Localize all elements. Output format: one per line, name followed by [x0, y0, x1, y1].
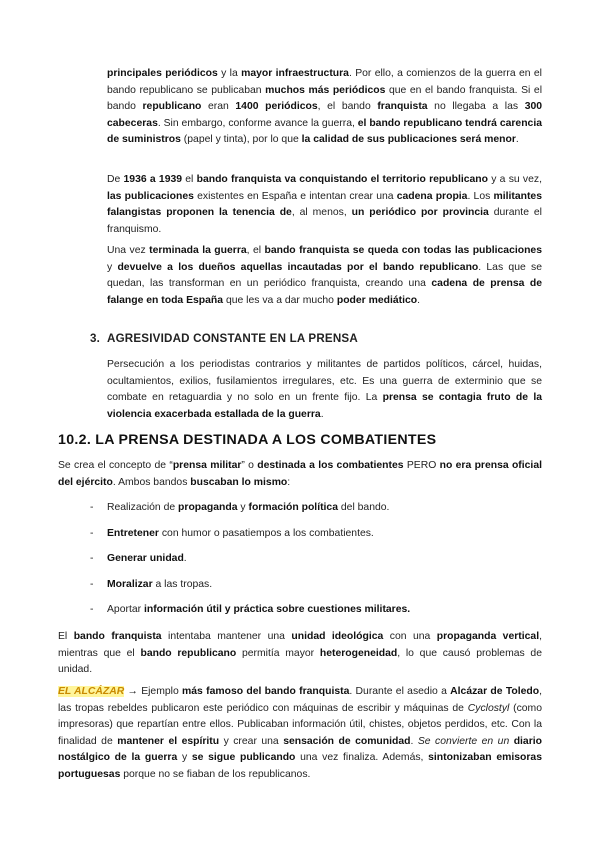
objectives-list	[58, 500, 542, 628]
list-item: - Moralizar a las tropas.	[90, 578, 213, 590]
list-item: - Entretener con humor o pasatiempos a los combatientes.	[90, 527, 374, 539]
paragraph-unity: El bando franquista intentaba mantener una unidad ideológica con una propaganda vertical, mientras que el bando republicano permitía mayor heterogeneidad, lo que causó problemas de unidad.	[58, 631, 542, 676]
paragraph-end-of-war: Una vez terminada la guerra, el bando franquista se queda con todas las publicaciones y devuelve a los dueños aquellas incautadas por el bando republicano. Las que se quedan, las transforman en un periódico franquista, creando una cadena de prensa de falange en toda España que les va a dar mucho poder mediático.	[107, 245, 542, 306]
paragraph-military-press: Se crea el concepto de “prensa militar” o destinada a los combatientes PERO no era prensa oficial del ejército. Ambos bandos buscaban lo mismo:	[58, 460, 542, 488]
paragraph-newspaper-counts: principales periódicos y la mayor infraestructura. Por ello, a comienzos de la guerra en el bando republicano se publicaban muchos más periódicos que en el bando franquista. Si el bando republicano eran 1400 periódicos, el bando franquista no llegaba a las 300 cabeceras. Sin embargo, conforme avance la guerra, el bando republicano tendrá carencia de suministros (papel y tinta), por lo que la calidad de sus publicaciones será menor.	[107, 68, 543, 146]
list-item: - Generar unidad.	[90, 553, 187, 564]
section-heading-10-2: 10.2. LA PRENSA DESTINADA A LOS COMBATIENTES	[58, 432, 437, 448]
list-item: - Aportar información útil y práctica sobre cuestiones militares.	[90, 604, 411, 615]
paragraph-el-alcazar: EL ALCÁZAR → Ejemplo más famoso del bando franquista. Durante el asedio a Alcázar de Toledo, las tropas rebeldes publicaron este periódico con máquinas de escribir y máquinas de Cyclostyl (como impresoras) que repartían entre ellos. Publicaban información útil, chistes, objetos perdidos, etc. Con la finalidad de mantener el espíritu y crear una sensación de comunidad. Se convierte en un diario nostálgico de la guerra y se sigue publicando una vez finaliza. Además, sintonizaban emisoras portuguesas porque no se fiaban de los republicanos.	[58, 686, 543, 780]
paragraph-1936-1939: De 1936 a 1939 el bando franquista va conquistando el territorio republicano y a su vez, las publicaciones existentes en España e intentan crear una cadena propia. Los militantes falangistas proponen la tenencia de, al menos, un periódico por provincia durante el franquismo.	[107, 174, 542, 235]
section-heading-3: 3. AGRESIVIDAD CONSTANTE EN LA PRENSA	[90, 332, 358, 345]
paragraph-persecution: Persecución a los periodistas contrarios y militantes de partidos políticos, cárcel, huidas, ocultamientos, exilios, fusilamientos irregulares, etc. Es una guerra de exterminio que se combate en retaguardia y no solo en un frente fijo. La prensa se contagia fruto de la violencia exacerbada estallada de la guerra.	[107, 359, 542, 420]
highlighted-title: EL ALCÁZAR	[58, 686, 125, 697]
list-item: - Realización de propaganda y formación política del bando.	[90, 502, 390, 513]
